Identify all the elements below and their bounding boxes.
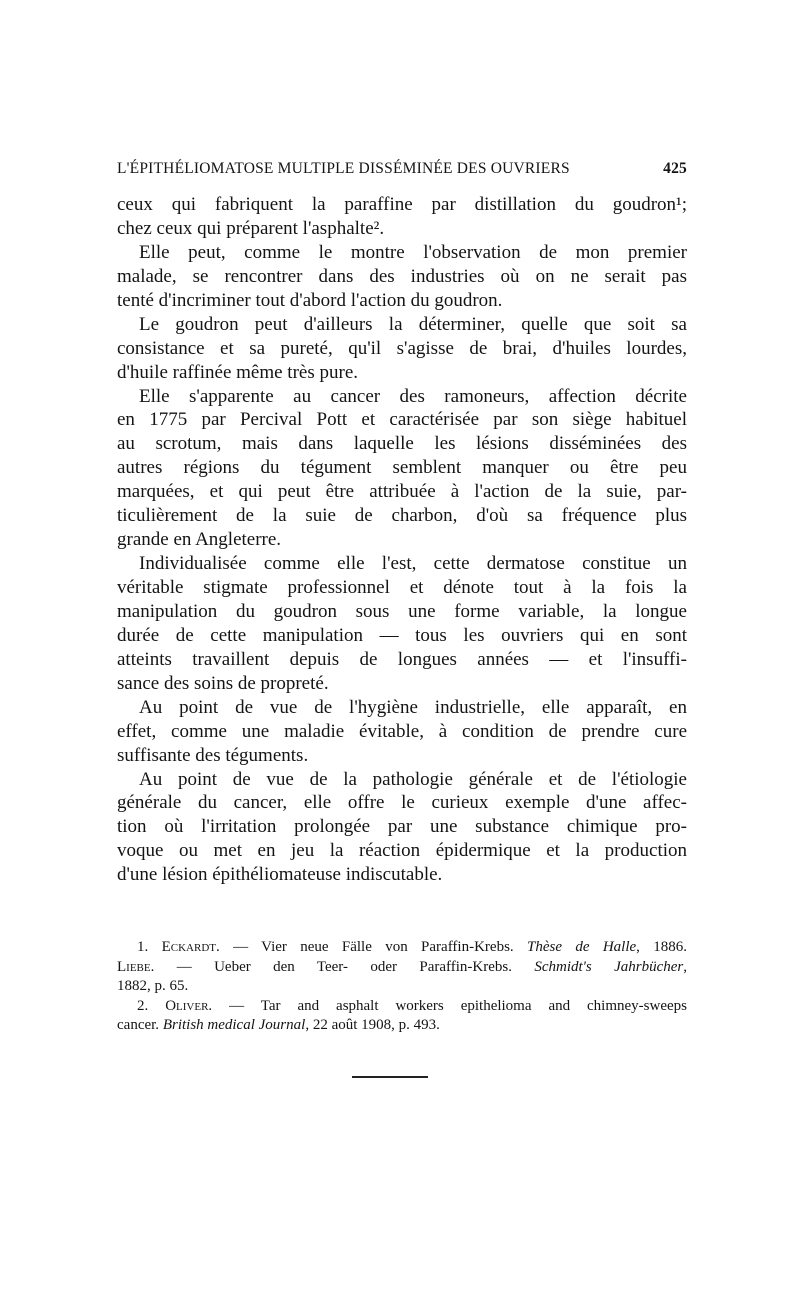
text-line: Le goudron peut d'ailleurs la déterminer, quelle que soit sa [139, 313, 687, 335]
footnote-author: Eckardt. [161, 939, 220, 955]
text-line: chez ceux qui préparent l'asphalte². [117, 217, 385, 239]
footnote-author: Liebe. [117, 958, 155, 975]
text-line: voque ou met en jeu la réaction épidermique et la production [117, 840, 687, 862]
text-line: ceux qui fabriquent la paraffine par distillation du goudron¹; [117, 194, 687, 215]
text-line: atteints travaillent depuis de longues années — et l'insuffi- [117, 648, 687, 670]
text-line: consistance et sa pureté, qu'il s'agisse de brai, d'huiles lourdes, [117, 337, 687, 359]
footnote-text: — Ueber den Teer- oder Paraffin-Krebs. [154, 958, 535, 975]
footnote-work: Thèse de Halle [527, 939, 637, 955]
footnote-number: 2. [137, 997, 149, 1014]
text-line: durée de cette manipulation — tous les ouvriers qui en sont [117, 624, 687, 646]
end-rule [352, 1076, 428, 1078]
footnote-work: British medical Journal [162, 1017, 306, 1033]
footnote-author: Oliver. [165, 997, 213, 1014]
footnote-text: — Tar and asphalt workers epithelioma and chimney-sweeps [212, 997, 687, 1014]
text-line: au scrotum, mais dans laquelle les lésions disséminées des [117, 433, 687, 455]
text-line: sance des soins de propreté. [117, 672, 329, 694]
text-line: générale du cancer, elle offre le curieux exemple d'une affec- [117, 792, 687, 814]
footnote-text: , 22 août 1908, p. 493. [305, 1017, 440, 1033]
footnote-1 [117, 938, 687, 958]
footnote-work: Schmidt's Jahrbücher [534, 958, 684, 975]
text-line: Au point de vue de la pathologie générale et de l'étiologie [139, 768, 687, 790]
text-line: marquées, et qui peut être attribuée à l'action de la suie, par- [117, 481, 687, 503]
text-line: d'huile raffinée même très pure. [117, 361, 358, 383]
text-line: Elle s'apparente au cancer des ramoneurs, affection décrite [139, 385, 687, 407]
footnote-2-continued [117, 1016, 687, 1036]
text-line: autres régions du tégument semblent manquer ou être peu [117, 457, 687, 479]
footnote-text: , 1886. [636, 939, 687, 955]
footnote-number: 1. [137, 939, 149, 955]
body-text [117, 193, 687, 887]
text-line: tenté d'incriminer tout d'abord l'action du goudron. [117, 289, 503, 311]
text-line: Individualisée comme elle l'est, cette dermatose constitue un [139, 553, 687, 575]
footnote-text: — Vier neue Fälle von Paraffin-Krebs. [219, 939, 527, 955]
running-title: L'ÉPITHÉLIOMATOSE MULTIPLE DISSÉMINÉE DES OUVRIERS [117, 160, 570, 177]
text-line: grande en Angleterre. [117, 529, 282, 551]
footnotes [117, 938, 687, 1036]
text-line: effet, comme une maladie évitable, à condition de prendre cure [117, 720, 687, 742]
text-line: tion où l'irritation prolongée par une substance chimique pro- [117, 816, 687, 838]
footnote-1b [117, 958, 687, 978]
text-line: ticulièrement de la suie de charbon, d'où sa fréquence plus [117, 505, 687, 527]
text-line: malade, se rencontrer dans des industries où on ne serait pas [117, 265, 687, 287]
footnote-text: , [683, 958, 687, 975]
text-line: en 1775 par Percival Pott et caractérisée par son siège habituel [117, 409, 687, 431]
footnote-1b-continued: 1882, p. 65. [117, 978, 189, 994]
page-number: 425 [663, 160, 687, 177]
text-line: manipulation du goudron sous une forme variable, la longue [117, 600, 687, 622]
text-line: véritable stigmate professionnel et dénote tout à la fois la [117, 577, 687, 598]
footnote-text: cancer. [117, 1017, 163, 1033]
text-line: Elle peut, comme le montre l'observation de mon premier [139, 241, 687, 263]
text-line: d'une lésion épithéliomateuse indiscutable. [117, 864, 443, 886]
text-line: suffisante des téguments. [117, 744, 309, 766]
footnote-2 [117, 997, 687, 1017]
text-line: Au point de vue de l'hygiène industrielle, elle apparaît, en [139, 696, 687, 718]
running-head [117, 160, 687, 184]
